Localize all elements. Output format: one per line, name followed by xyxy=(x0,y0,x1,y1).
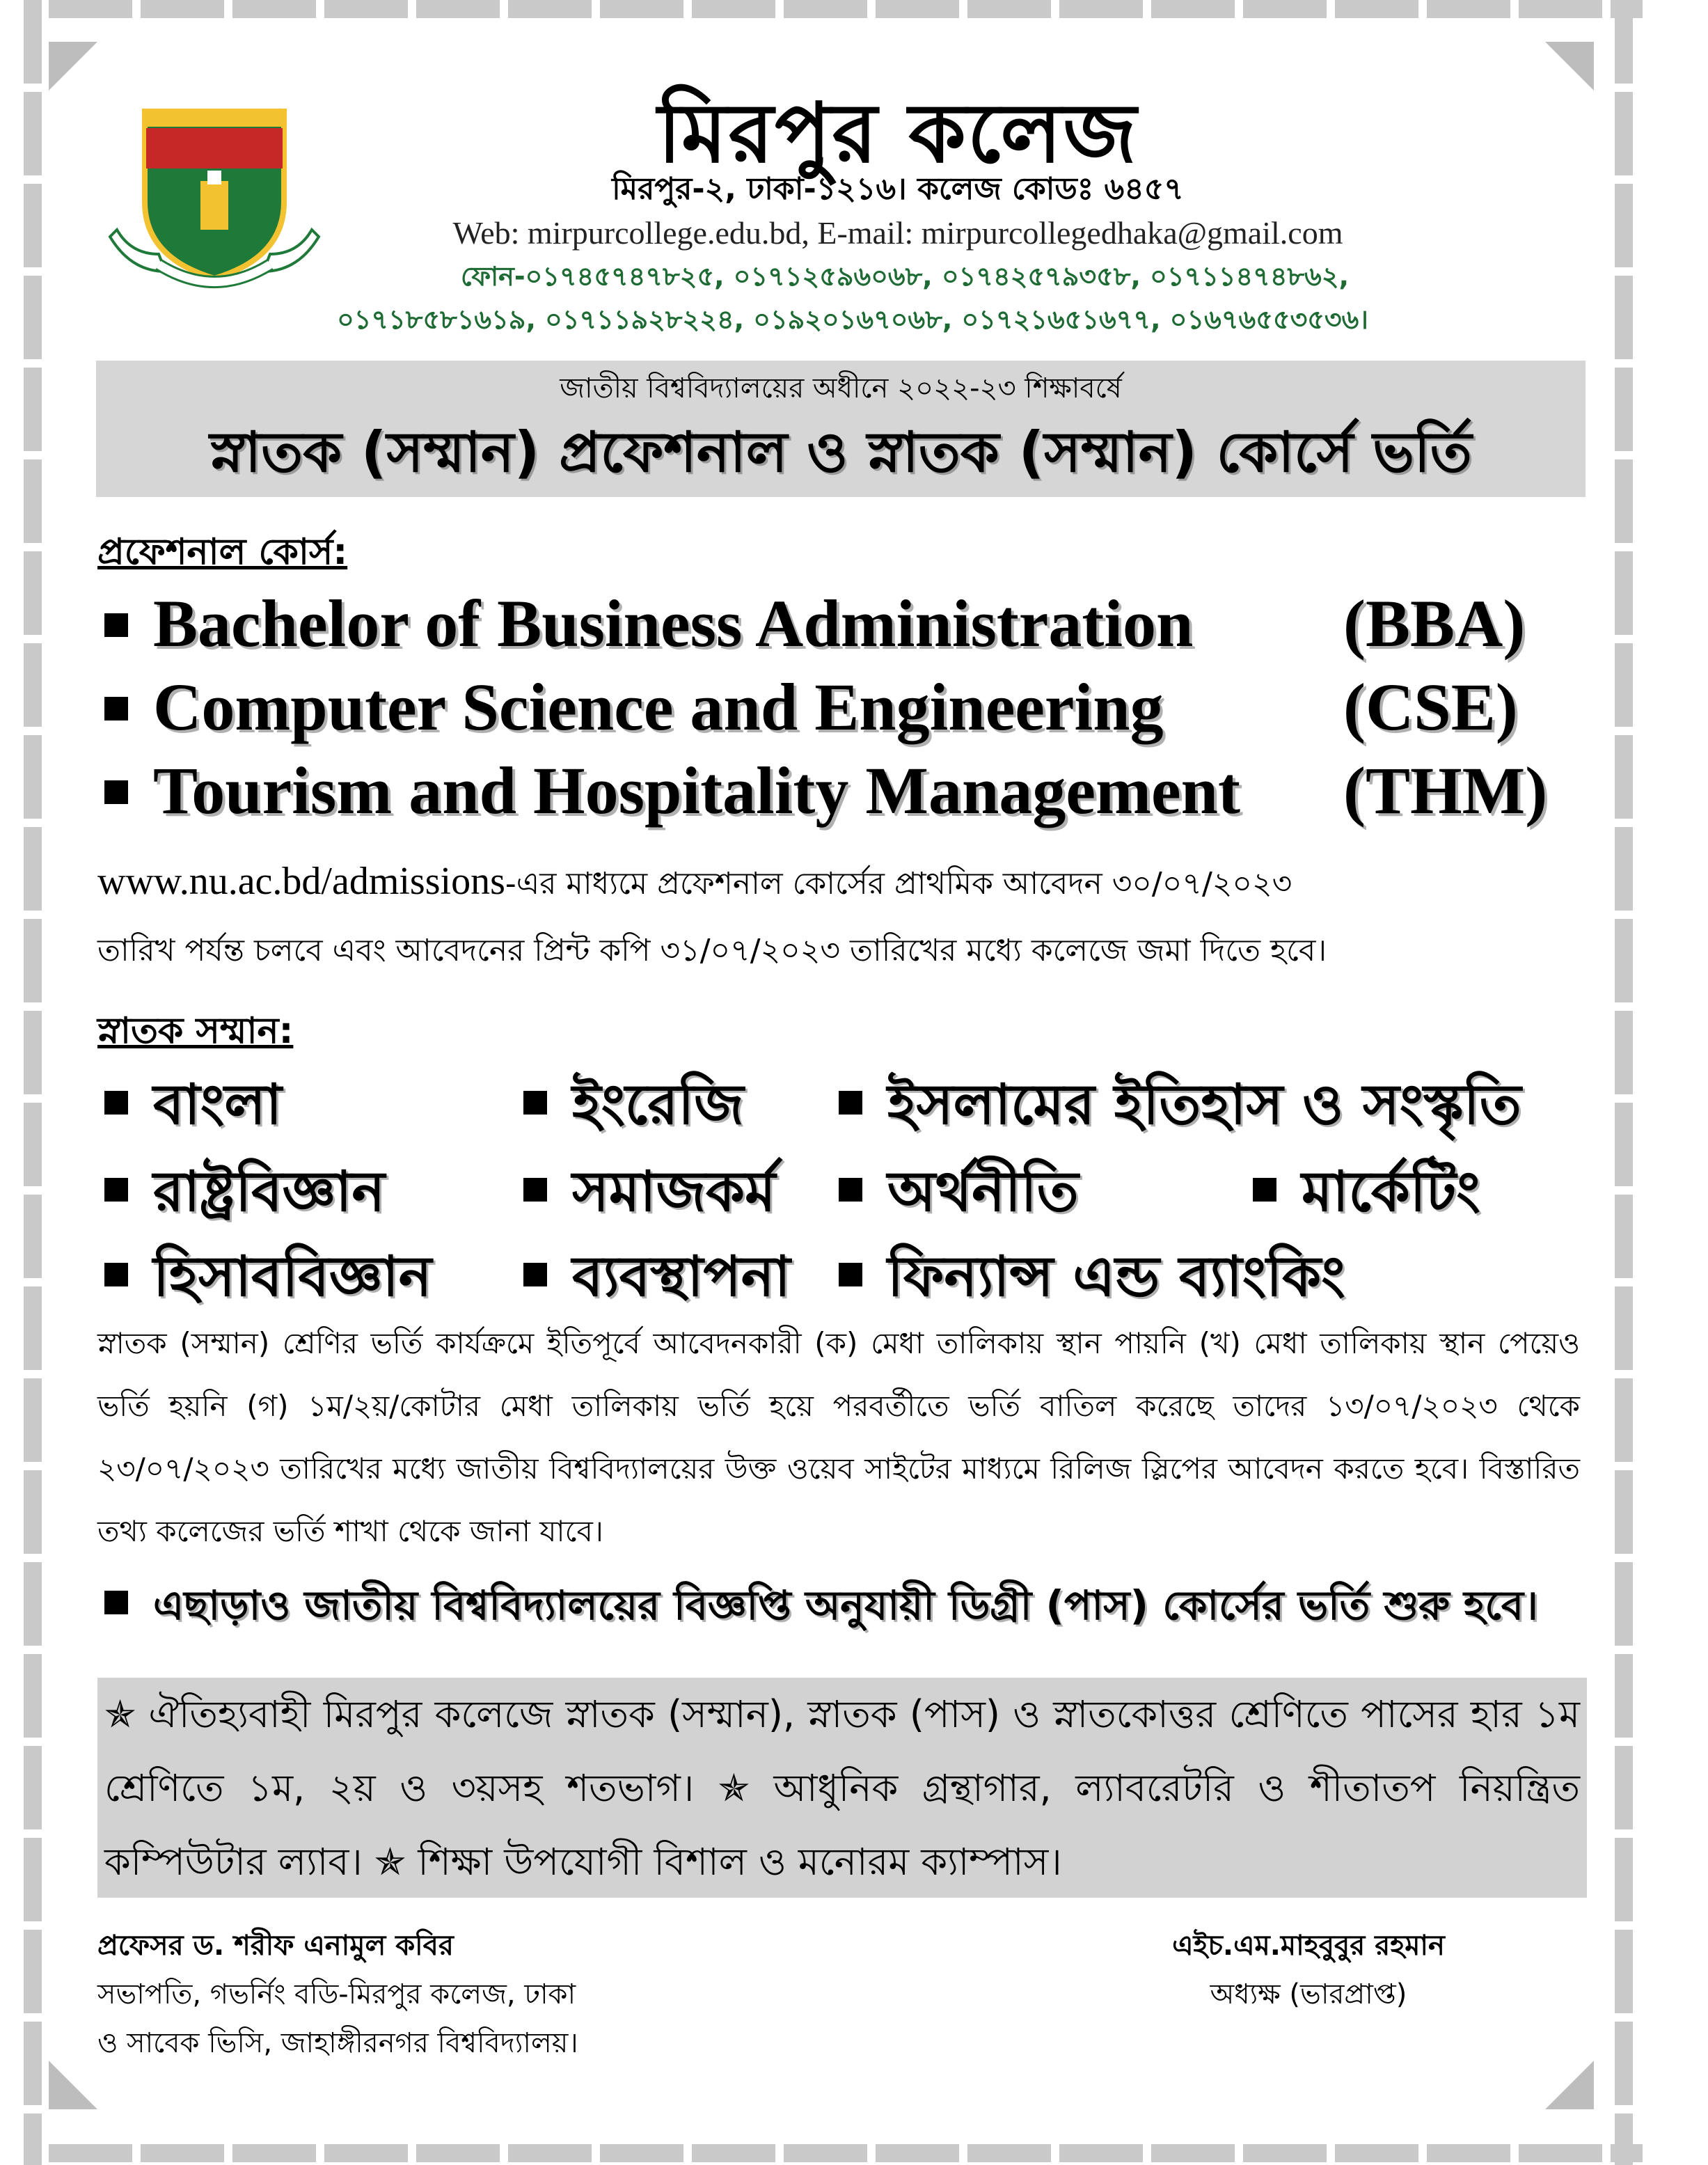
subject-item xyxy=(839,1062,1521,1155)
signatory-title: অধ্যক্ষ (ভারপ্রাপ্ত) xyxy=(1210,1978,1407,2010)
course-item xyxy=(104,668,1164,746)
course-name: Bachelor of Business Administration xyxy=(153,586,1194,661)
signatory-name: প্রফেসর ড. শরীফ এনামুল কবির xyxy=(97,1930,454,1962)
subject-item xyxy=(104,1149,385,1242)
corner-ornament xyxy=(1545,2061,1594,2109)
subject-name: মার্কেটিং xyxy=(1302,1159,1480,1224)
square-bullet-icon xyxy=(104,780,128,804)
square-bullet-icon xyxy=(104,613,128,637)
course-item xyxy=(104,752,1240,829)
square-bullet-icon xyxy=(523,1091,547,1115)
web-email-line: Web: mirpurcollege.edu.bd, E-mail: mirpurcollegedhaka@gmail.com xyxy=(452,215,1343,251)
course-item xyxy=(104,585,1193,662)
square-bullet-icon xyxy=(104,1091,128,1115)
subject-name: ইসলামের ইতিহাস ও সংস্কৃতি xyxy=(887,1072,1521,1137)
page-frame-bottom xyxy=(49,2144,1643,2162)
signatory-name: এইচ.এম.মাহবুবুর রহমান xyxy=(1172,1930,1445,1962)
course-abbr: (THM) xyxy=(1343,753,1548,828)
subject-item xyxy=(523,1062,744,1155)
feature-item: আধুনিক গ্রন্থাগার, ল্যাবরেটরি ও শীতাতপ নিয়ন্ত্রিত কম্পিউটার ল্যাব। xyxy=(104,1766,1580,1884)
square-bullet-icon xyxy=(523,1178,547,1202)
honours-heading: স্নাতক সম্মান: xyxy=(97,1010,294,1052)
corner-ornament xyxy=(1545,42,1594,90)
professional-note-line1: -এর মাধ্যমে প্রফেশনাল কোর্সের প্রাথমিক আবেদন ৩০/০৭/২০২৩ xyxy=(505,866,1292,902)
release-slip-note: স্নাতক (সম্মান) শ্রেণির ভর্তি কার্যক্রমে ইতিপূর্বে আবেদনকারী (ক) মেধা তালিকায় স্থান পায়নি (খ) মেধা তালিকায় স্থান পেয়েও ভর্তি হয়নি (গ) ১ম/২য়/কোটার মেধা তালিকায় ভর্তি হয়ে পরবর্তীতে ভর্তি বাতিল করেছে তাদের ১৩/০৭/২০২৩ থেকে ২৩/০৭/২০২৩ তারিখের মধ্যে জাতীয় বিশ্ববিদ্যালয়ের উক্ত ওয়েব সাইটের মাধ্যমে রিলিজ স্লিপের আবেদন করতে হবে। বিস্তারিত তথ্য কলেজের ভর্তি শাখা থেকে জানা যাবে। xyxy=(97,1326,1580,1548)
subject-item xyxy=(104,1062,282,1155)
square-bullet-icon xyxy=(523,1263,547,1286)
phone-line: ০১৭১৮৫৮১৬১৯, ০১৭১১৯২৮২২৪, ০১৯২০১৬৭০৬৮, ০১৭২১৬৫১৬৭৭, ০১৬৭৬৫৫৩৫৩৬। xyxy=(337,304,1368,335)
phone-line: ফোন-০১৭৪৫৭৪৭৮২৫, ০১৭১২৫৯৬০৬৮, ০১৭৪২৫৭৯৩৫৮, ০১৭১১৪৭৪৮৬২, xyxy=(460,261,1350,292)
degree-notice xyxy=(104,1575,1594,1642)
page-frame-right xyxy=(1615,0,1633,2165)
square-bullet-icon xyxy=(839,1091,862,1115)
square-bullet-icon xyxy=(839,1178,862,1202)
star-icon: ✯ xyxy=(104,1692,136,1736)
page-frame-top xyxy=(49,0,1643,18)
professional-note xyxy=(97,848,1580,984)
course-abbr: (CSE) xyxy=(1343,670,1518,744)
subject-item xyxy=(523,1149,775,1242)
subject-name: ব্যবস্থাপনা xyxy=(572,1244,791,1309)
subject-name: হিসাববিজ্ঞান xyxy=(153,1244,432,1309)
admission-url: www.nu.ac.bd/admissions xyxy=(97,860,505,903)
square-bullet-icon xyxy=(104,1178,128,1202)
degree-notice-text: এছাড়াও জাতীয় বিশ্ববিদ্যালয়ের বিজ্ঞপ্তি অনুযায়ী ডিগ্রী (পাস) কোর্সের ভর্তি শুরু হবে। xyxy=(153,1582,1538,1629)
admission-subtitle: জাতীয় বিশ্ববিদ্যালয়ের অধীনে ২০২২-২৩ শিক্ষাবর্ষে xyxy=(560,372,1122,404)
feature-item: ঐতিহ্যবাহী মিরপুর কলেজে স্নাতক (সম্মান), স্নাতক (পাস) ও স্নাতকোত্তর শ্রেণিতে পাসের হার ১ম শ্রেণিতে ১ম, ২য় ও ৩য়সহ শতভাগ। xyxy=(104,1692,1580,1810)
star-icon: ✯ xyxy=(374,1840,406,1884)
professional-heading: প্রফেশনাল কোর্স: xyxy=(97,531,348,573)
signature-principal xyxy=(1114,1921,1503,2019)
page-frame-left xyxy=(24,0,42,2165)
admission-banner xyxy=(96,361,1586,497)
features-box xyxy=(97,1678,1587,1898)
star-icon: ✯ xyxy=(718,1766,750,1810)
college-name: মিরপুর কলেজ xyxy=(658,85,1138,181)
subject-name: সমাজকর্ম xyxy=(572,1159,776,1224)
subject-name: বাংলা xyxy=(153,1072,282,1137)
square-bullet-icon xyxy=(104,1263,128,1286)
feature-item: শিক্ষা উপযোগী বিশাল ও মনোরম ক্যাম্পাস। xyxy=(418,1840,1062,1884)
course-abbr: (BBA) xyxy=(1343,586,1526,661)
signature-president xyxy=(97,1921,578,2068)
features-text xyxy=(104,1678,1580,1899)
corner-ornament xyxy=(49,2061,97,2109)
subject-name: অর্থনীতি xyxy=(887,1159,1079,1224)
signatory-title: ও সাবেক ভিসি, জাহাঙ্গীরনগর বিশ্ববিদ্যালয়। xyxy=(97,2027,578,2059)
square-bullet-icon xyxy=(1253,1178,1276,1202)
signatory-title: সভাপতি, গভর্নিং বডি-মিরপুর কলেজ, ঢাকা xyxy=(97,1978,576,2010)
subject-item xyxy=(839,1149,1079,1242)
subject-name: ইংরেজি xyxy=(572,1072,744,1137)
course-name: Computer Science and Engineering xyxy=(153,670,1164,744)
professional-note-line2: তারিখ পর্যন্ত চলবে এবং আবেদনের প্রিন্ট কপি ৩১/০৭/২০২৩ তারিখের মধ্যে কলেজে জমা দিতে হবে। xyxy=(97,933,1327,968)
subject-name: ফিন্যান্স এন্ড ব্যাংকিং xyxy=(887,1244,1345,1309)
square-bullet-icon xyxy=(839,1263,862,1286)
subject-name: রাষ্ট্রবিজ্ঞান xyxy=(153,1159,386,1224)
course-name: Tourism and Hospitality Management xyxy=(153,753,1240,828)
subject-item xyxy=(1253,1149,1480,1242)
corner-ornament xyxy=(49,42,97,90)
square-bullet-icon xyxy=(104,697,128,721)
square-bullet-icon xyxy=(104,1591,128,1614)
college-address: মিরপুর-২, ঢাকা-১২১৬। কলেজ কোডঃ ৬৪৫৭ xyxy=(612,171,1184,207)
admission-title: স্নাতক (সম্মান) প্রফেশনাল ও স্নাতক (সম্মান) কোর্সে ভর্তি xyxy=(209,420,1472,485)
